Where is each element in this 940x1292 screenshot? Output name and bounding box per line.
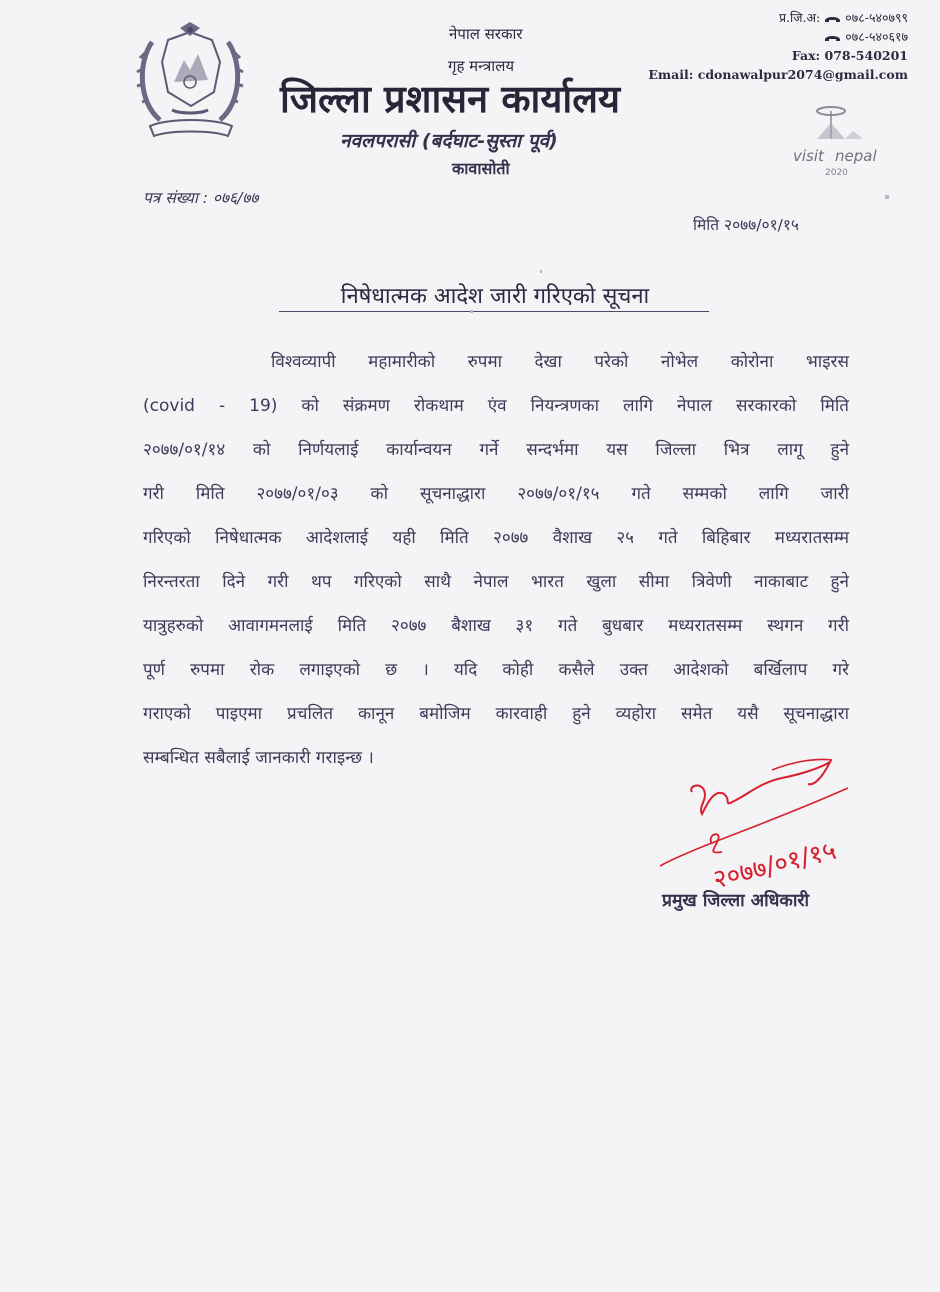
government-name: नेपाल सरकार bbox=[449, 25, 523, 43]
phone-icon bbox=[824, 34, 841, 42]
nepal-text: nepal bbox=[835, 147, 877, 165]
body-line: (covid - 19) को संक्रमण रोकथाम एंव नियन्त्रणका लागि नेपाल सरकारको मिति bbox=[143, 396, 849, 416]
phone-icon bbox=[824, 15, 841, 23]
letter-date: मिति २०७७/०१/१५ bbox=[693, 216, 799, 234]
ministry-name: गृह मन्त्रालय bbox=[448, 57, 515, 75]
year-text: 2020 bbox=[825, 168, 848, 178]
body-line: निरन्तरता दिने गरी थप गरिएको साथै नेपाल भारत खुला सीमा त्रिवेणी नाकाबाट हुने bbox=[143, 572, 849, 592]
body-line: विश्वव्यापी महामारीको रुपमा देखा परेको नोभेल कोरोना भाइरस bbox=[271, 352, 849, 372]
town-name: कावासोती bbox=[452, 159, 510, 178]
body-line: पूर्ण रुपमा रोक लगाइएको छ । यदि कोही कसैले उक्त आदेशको बर्खिलाप गरे bbox=[143, 660, 849, 680]
scan-speck bbox=[885, 195, 889, 199]
phone-number-2: ०७८-५४०६१७ bbox=[845, 29, 908, 44]
title-underline bbox=[279, 311, 709, 312]
handwritten-signature bbox=[652, 748, 862, 898]
body-line: गरिएको निषेधात्मक आदेशलाई यही मिति २०७७ वैशाख २५ गते बिहिबार मध्यरातसम्म bbox=[143, 528, 849, 548]
body-line: २०७७/०१/१४ को निर्णयलाई कार्यान्वयन गर्ने सन्दर्भमा यस जिल्ला भित्र लागू हुने bbox=[143, 440, 849, 460]
letter-number: पत्र संख्या : ०७६/७७ bbox=[143, 189, 259, 207]
scan-speck bbox=[540, 270, 542, 273]
visit-nepal-logo bbox=[787, 95, 899, 181]
phone-row-1 bbox=[648, 8, 908, 27]
office-title: जिल्ला प्रशासन कार्यालय bbox=[280, 77, 621, 121]
nepal-emblem-icon bbox=[128, 22, 254, 144]
signatory-title: प्रमुख जिल्ला अधिकारी bbox=[662, 891, 810, 911]
body-line: सम्बन्धित सबैलाई जानकारी गराइन्छ । bbox=[143, 748, 374, 768]
visit-text: visit bbox=[793, 147, 824, 165]
notice-title: निषेधात्मक आदेश जारी गरिएको सूचना bbox=[340, 284, 650, 309]
scan-speck bbox=[470, 310, 473, 313]
body-line: यात्रुहरुको आवागमनलाई मिति २०७७ बैशाख ३१ गते बुधबार मध्यरातसम्म स्थगन गरी bbox=[143, 616, 849, 636]
body-line: गरी मिति २०७७/०१/०३ को सूचनाद्धारा २०७७/०१/१५ गते सम्मको लागि जारी bbox=[143, 484, 849, 504]
body-line: गराएको पाइएमा प्रचलित कानून बमोजिम कारवाही हुने व्यहोरा समेत यसै सूचनाद्धारा bbox=[143, 704, 849, 724]
phone-label: प्र.जि.अ: bbox=[778, 10, 821, 25]
email-address: Email: cdonawalpur2074@gmail.com bbox=[648, 67, 908, 82]
phone-row-2 bbox=[648, 27, 908, 46]
district-name: नवलपरासी (बर्दघाट-सुस्ता पूर्व) bbox=[340, 130, 558, 152]
signature-date: २०७७/०१/१५ bbox=[710, 835, 840, 896]
fax-number: Fax: 078-540201 bbox=[791, 48, 908, 63]
contact-block bbox=[648, 8, 908, 84]
phone-number-1: ०७८-५४०७९९ bbox=[845, 10, 908, 25]
